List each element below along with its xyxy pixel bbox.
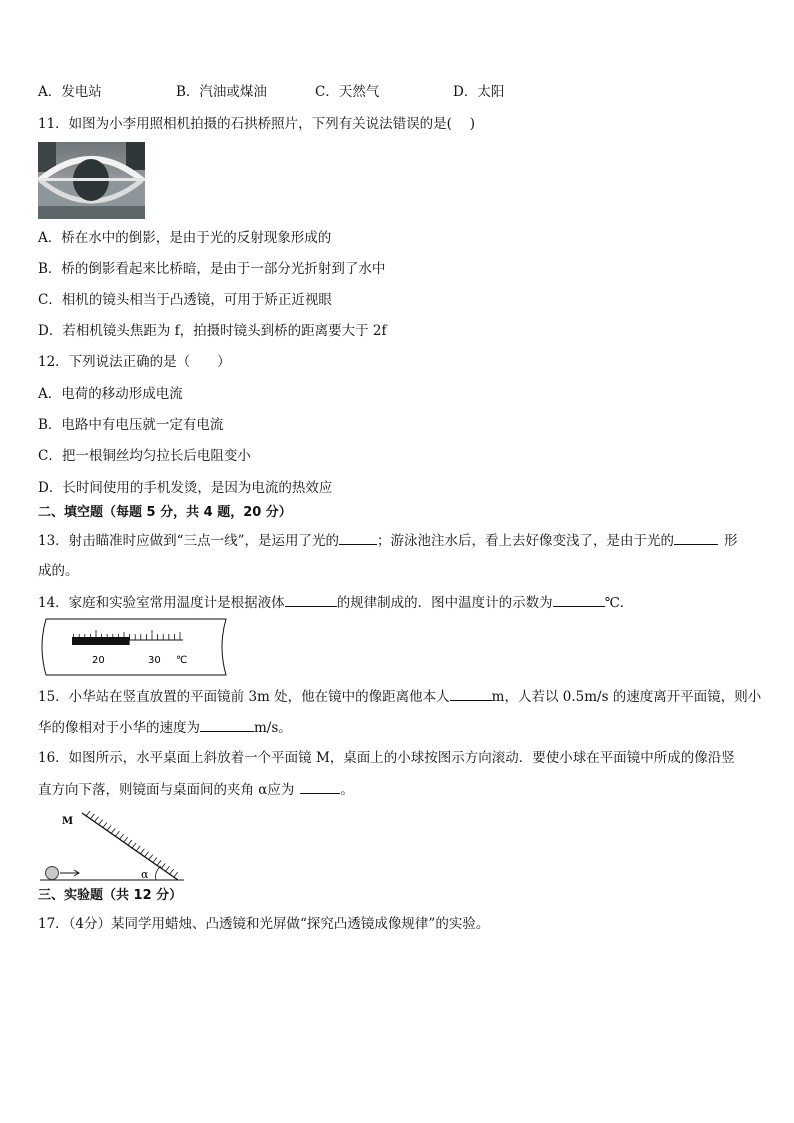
mirror-hatch-line (174, 872, 178, 877)
mirror-hatch-line (107, 825, 111, 830)
mirror-hatch-line (99, 820, 103, 825)
q15-line1 (38, 687, 761, 706)
mirror-hatch-line (140, 849, 144, 854)
q11-option-c: C．相机的镜头相当于凸透镜，可用于矫正近视眼 (38, 292, 332, 308)
q15-text-3: 华的像相对于小华的速度为 (38, 720, 200, 736)
thermometer-figure (38, 617, 230, 681)
q11-option-a: A．桥在水中的倒影，是由于光的反射现象形成的 (38, 230, 332, 246)
section-3-heading: 三、实验题（共 12 分） (38, 888, 183, 903)
mirror-hatch-line (170, 869, 174, 874)
q13-text-3: 形 (723, 533, 738, 549)
q10-option-d: D．太阳 (453, 84, 505, 100)
q11-option-b: B．桥的倒影看起来比桥暗，是由于一部分光折射到了水中 (38, 261, 386, 277)
mirror-hatch-line (161, 863, 165, 868)
mirror-hatch-line (136, 846, 140, 851)
q13-line1 (38, 531, 737, 550)
q13-text-2: ；游泳池注水后，看上去好像变浅了，是由于光的 (376, 533, 674, 549)
mirror-hatch-line (111, 828, 115, 833)
q12-option-c: C．把一根铜丝均匀拉长后电阻变小 (38, 448, 251, 464)
q14-blank-2[interactable] (553, 593, 605, 607)
ball-icon (46, 867, 59, 880)
q14-text-2: 的规律制成的．图中温度计的示数为 (336, 595, 553, 611)
thermo-label-20: 20 (92, 655, 105, 666)
mirror-hatch-line (95, 817, 99, 822)
mirror-hatch-line (149, 855, 153, 860)
q15-blank-1[interactable] (450, 687, 492, 701)
thermo-unit: ℃ (176, 655, 188, 666)
q10-option-b: B．汽油或煤油 (176, 84, 267, 100)
q14-text-3: ℃． (604, 595, 634, 611)
mirror-hatch-line (115, 831, 119, 836)
q15-blank-2[interactable] (200, 718, 254, 732)
q14-blank-1[interactable] (285, 593, 337, 607)
q17-stem: 17．（4分）某同学用蜡烛、凸透镜和光屏做“探究凸透镜成像规律”的实验。 (38, 916, 490, 932)
q15-text-4: m/s。 (254, 720, 292, 736)
section-2-heading: 二、填空题（每题 5 分，共 4 题，20 分） (38, 505, 292, 520)
q12-option-b: B．电路中有电压就一定有电流 (38, 417, 224, 433)
q15-line2 (38, 718, 292, 737)
q16-line1: 16．如图所示，水平桌面上斜放着一个平面镜 M，桌面上的小球按图示方向滚动．要使小球在平面镜中所成的像沿竖 (38, 750, 735, 766)
mirror-hatch-line (145, 852, 149, 857)
bridge-photo (38, 142, 145, 219)
mirror-hatch-line (128, 840, 132, 845)
mirror-hatch-line (120, 834, 124, 839)
q13-blank-1[interactable] (339, 531, 377, 545)
q13-text-1: 13．射击瞄准时应做到“三点一线”，是运用了光的 (38, 533, 339, 549)
q15-text-1: 15．小华站在竖直放置的平面镜前 3m 处，他在镜中的像距离他本人 (38, 689, 450, 705)
mirror-hatch-line (157, 860, 161, 865)
mirror-hatch-line (153, 858, 157, 863)
q13-line2: 成的。 (38, 563, 79, 579)
mirror-hatch-line (103, 823, 107, 828)
mirror-label-m: M (62, 816, 74, 827)
q12-option-d: D．长时间使用的手机发烫，是因为电流的热效应 (38, 480, 333, 496)
angle-label-alpha: α (141, 868, 149, 881)
q14-text-1: 14．家庭和实验室常用温度计是根据液体 (38, 595, 285, 611)
thermo-label-30: 30 (148, 655, 161, 666)
thermometer-liquid (72, 637, 130, 645)
mirror-hatch-line (165, 866, 169, 871)
q11-option-d: D．若相机镜头焦距为 f，拍摄时镜头到桥的距离要大于 2f (38, 323, 387, 339)
mirror-hatch-line (124, 837, 128, 842)
mirror-hatch-line (132, 843, 136, 848)
mirror-hatch-line (90, 814, 94, 819)
q16-line2 (38, 780, 354, 799)
q12-option-a: A．电荷的移动形成电流 (38, 386, 183, 402)
q11-stem: 11．如图为小李用照相机拍摄的石拱桥照片，下列有关说法错误的是( ) (38, 116, 476, 132)
q16-text-1: 直方向下落，则镜面与桌面间的夹角 α应为 (38, 782, 295, 798)
q13-blank-2[interactable] (674, 531, 718, 545)
mirror-hatching (86, 811, 178, 877)
q14-line1 (38, 593, 633, 612)
q10-option-c: C．天然气 (315, 84, 380, 100)
q15-text-2: m，人若以 0.5m/s 的速度离开平面镜，则小 (491, 689, 762, 705)
mirror-hatch-line (86, 811, 90, 816)
q16-text-2: 。 (340, 782, 354, 798)
q16-blank[interactable] (300, 780, 340, 794)
mirror-figure (38, 810, 188, 890)
q10-option-a: A．发电站 (38, 84, 102, 100)
q12-stem: 12．下列说法正确的是（ ） (38, 354, 231, 370)
